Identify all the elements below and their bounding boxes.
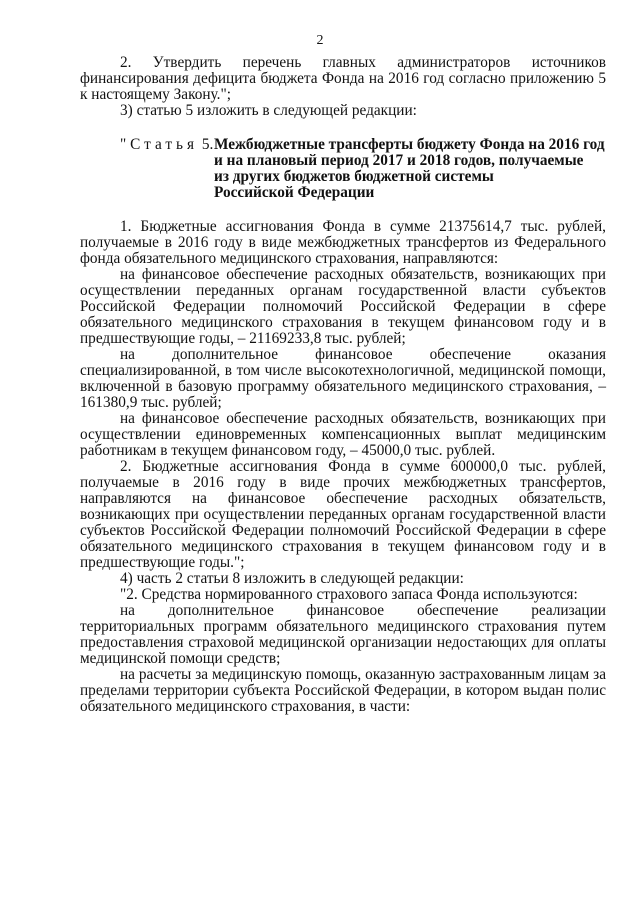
paragraph: на финансовое обеспечение расходных обязательств, возникающих при осуществлении переданных органам государственной власти субъектов Российской Федерации полномочий Российской Федерации в сфере обязательного медицинского страхования в текущем финансовом году и в предшествующие годы, – 21169233,8 тыс. рублей; <box>80 266 606 347</box>
paragraph: 2. Бюджетные ассигнования Фонда в сумме 600000,0 тыс. рублей, получаемые в 2016 году в виде прочих межбюджетных трансфертов, направляются на финансовое обеспечение расходных обязательств, возникающих при осуществлении переданных органам государственной власти субъектов Российской Федерации полномочий Российской Федерации в сфере обязательного медицинского страхования в текущем финансовом году и в предшествующие годы."; <box>80 458 606 571</box>
document-body <box>80 55 606 715</box>
page-number: 2 <box>316 33 324 48</box>
article-title <box>214 137 606 201</box>
paragraph: 2. Утвердить перечень главных администраторов источников финансирования дефицита бюджета Фонда на 2016 год согласно приложению 5 к настоящему Закону."; <box>80 54 606 103</box>
paragraph: 3) статью 5 изложить в следующей редакции: <box>120 102 417 119</box>
paragraph: на дополнительное финансовое обеспечение оказания специализированной, в том числе высокотехнологичной, медицинской помощи, включенной в базовую программу обязательного медицинского страхования, – 161380,9 тыс. рублей; <box>80 346 606 411</box>
paragraph: "2. Средства нормированного страхового запаса Фонда используются: <box>120 586 578 603</box>
article-quote: " <box>120 136 127 153</box>
article-label <box>80 137 214 201</box>
paragraph: на расчеты за медицинскую помощь, оказанную застрахованным лицам за пределами территории субъекта Российской Федерации, в котором выдан полис обязательного медицинского страхования, в части: <box>80 666 606 715</box>
paragraph: на финансовое обеспечение расходных обязательств, возникающих при осуществлении единовременных компенсационных выплат медицинским работникам в текущем финансовом году, – 45000,0 тыс. рублей. <box>80 410 606 459</box>
paragraph: 4) часть 2 статьи 8 изложить в следующей редакции: <box>120 570 464 587</box>
article-title-line: из других бюджетов бюджетной системы <box>214 168 494 185</box>
article-title-line: и на плановый период 2017 и 2018 годов, получаемые <box>214 152 584 169</box>
paragraph: на дополнительное финансовое обеспечение реализации территориальных программ обязательного медицинского страхования путем предоставления страховой медицинской организации недостающих для оплаты медицинской помощи средств; <box>80 602 606 667</box>
article-number: 5. <box>201 136 214 153</box>
paragraph: 1. Бюджетные ассигнования Фонда в сумме 21375614,7 тыс. рублей, получаемые в 2016 году в виде межбюджетных трансфертов из Федерального фонда обязательного медицинского страхования, направляются: <box>80 218 606 267</box>
article-heading <box>80 137 606 201</box>
article-title-line: Российской Федерации <box>214 184 375 201</box>
article-title-line: Межбюджетные трансферты бюджету Фонда на 2016 год <box>214 136 605 153</box>
article-word: Статья <box>130 136 199 153</box>
